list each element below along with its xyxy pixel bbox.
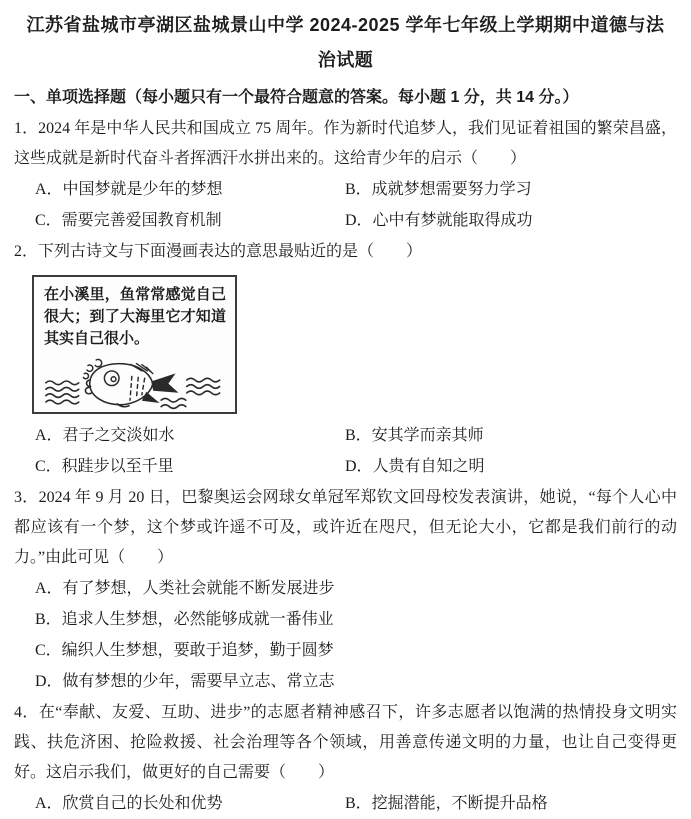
question-3-options	[14, 573, 677, 697]
question-1-options	[14, 174, 677, 236]
option-c: C．积跬步以至千里	[35, 458, 174, 475]
waves-right-lower-icon	[161, 398, 186, 408]
page-title: 江苏省盐城市亭湖区盐城景山中学 2024-2025 学年七年级上学期期中道德与法治试题	[26, 15, 665, 70]
fish-drawing-icon	[44, 352, 227, 410]
question-4-stem: 4．在“奉献、友爱、互助、进步”的志愿者精神感召下，许多志愿者以饱满的热情投身文明实践、扶危济困、抢险救援、社会治理等各个领域，用善意传递文明的力量，也让自己变得更好。这启示我们，做更好的自己需要（ ）	[14, 704, 677, 781]
option-c: C．编织人生梦想，要敢于追梦，勤于圆梦	[35, 642, 334, 659]
comic-caption: 在小溪里，鱼常常感觉自己很大；到了大海里它才知道其实自己很小。	[44, 286, 226, 347]
option-d: D．做有梦想的少年，需要早立志、常立志	[35, 673, 335, 690]
question-2	[14, 237, 677, 482]
question-2-stem: 2．下列古诗文与下面漫画表达的意思最贴近的是（ ）	[14, 243, 423, 260]
question-4-options	[14, 788, 677, 819]
question-3-stem: 3．2024 年 9 月 20 日，巴黎奥运会网球女单冠军郑钦文回母校发表演讲，她说，“每个人心中都应该有一个梦，这个梦或许遥不可及，或许近在咫尺，但无论大小，它都是我们前行的动力。”由此可见（ ）	[14, 489, 677, 566]
option-b: B．成就梦想需要努力学习	[345, 181, 532, 198]
question-4	[14, 698, 677, 819]
option-d: D．心中有梦就能取得成功	[345, 212, 533, 229]
question-1-stem: 1．2024 年是中华人民共和国成立 75 周年。作为新时代追梦人，我们见证着祖国的繁荣昌盛，这些成就是新时代奋斗者挥洒汗水拼出来的。这给青少年的启示（ ）	[14, 120, 677, 167]
option-b: B．挖掘潜能，不断提升品格	[345, 795, 548, 812]
option-b: B．安其学而亲其师	[345, 427, 484, 444]
option-b: B．追求人生梦想，必然能够成就一番伟业	[35, 611, 334, 628]
option-a: A．欣赏自己的长处和优势	[35, 795, 223, 812]
option-a: A．君子之交淡如水	[35, 427, 175, 444]
question-2-options	[14, 420, 677, 482]
question-1	[14, 114, 677, 236]
option-a: A．中国梦就是少年的梦想	[35, 181, 223, 198]
fish-tail-icon	[143, 375, 177, 402]
waves-right-upper-icon	[187, 378, 220, 394]
question-3	[14, 483, 677, 697]
waves-left-icon	[46, 381, 79, 404]
section-heading: 一、单项选择题（每小题只有一个最符合题意的答案。每小题 1 分，共 14 分。）	[14, 89, 579, 106]
option-c: C．需要完善爱国教育机制	[35, 212, 222, 229]
option-d: D．人贵有自知之明	[345, 458, 485, 475]
fish-comic-panel	[32, 275, 237, 414]
option-a: A．有了梦想，人类社会就能不断发展进步	[35, 580, 335, 597]
